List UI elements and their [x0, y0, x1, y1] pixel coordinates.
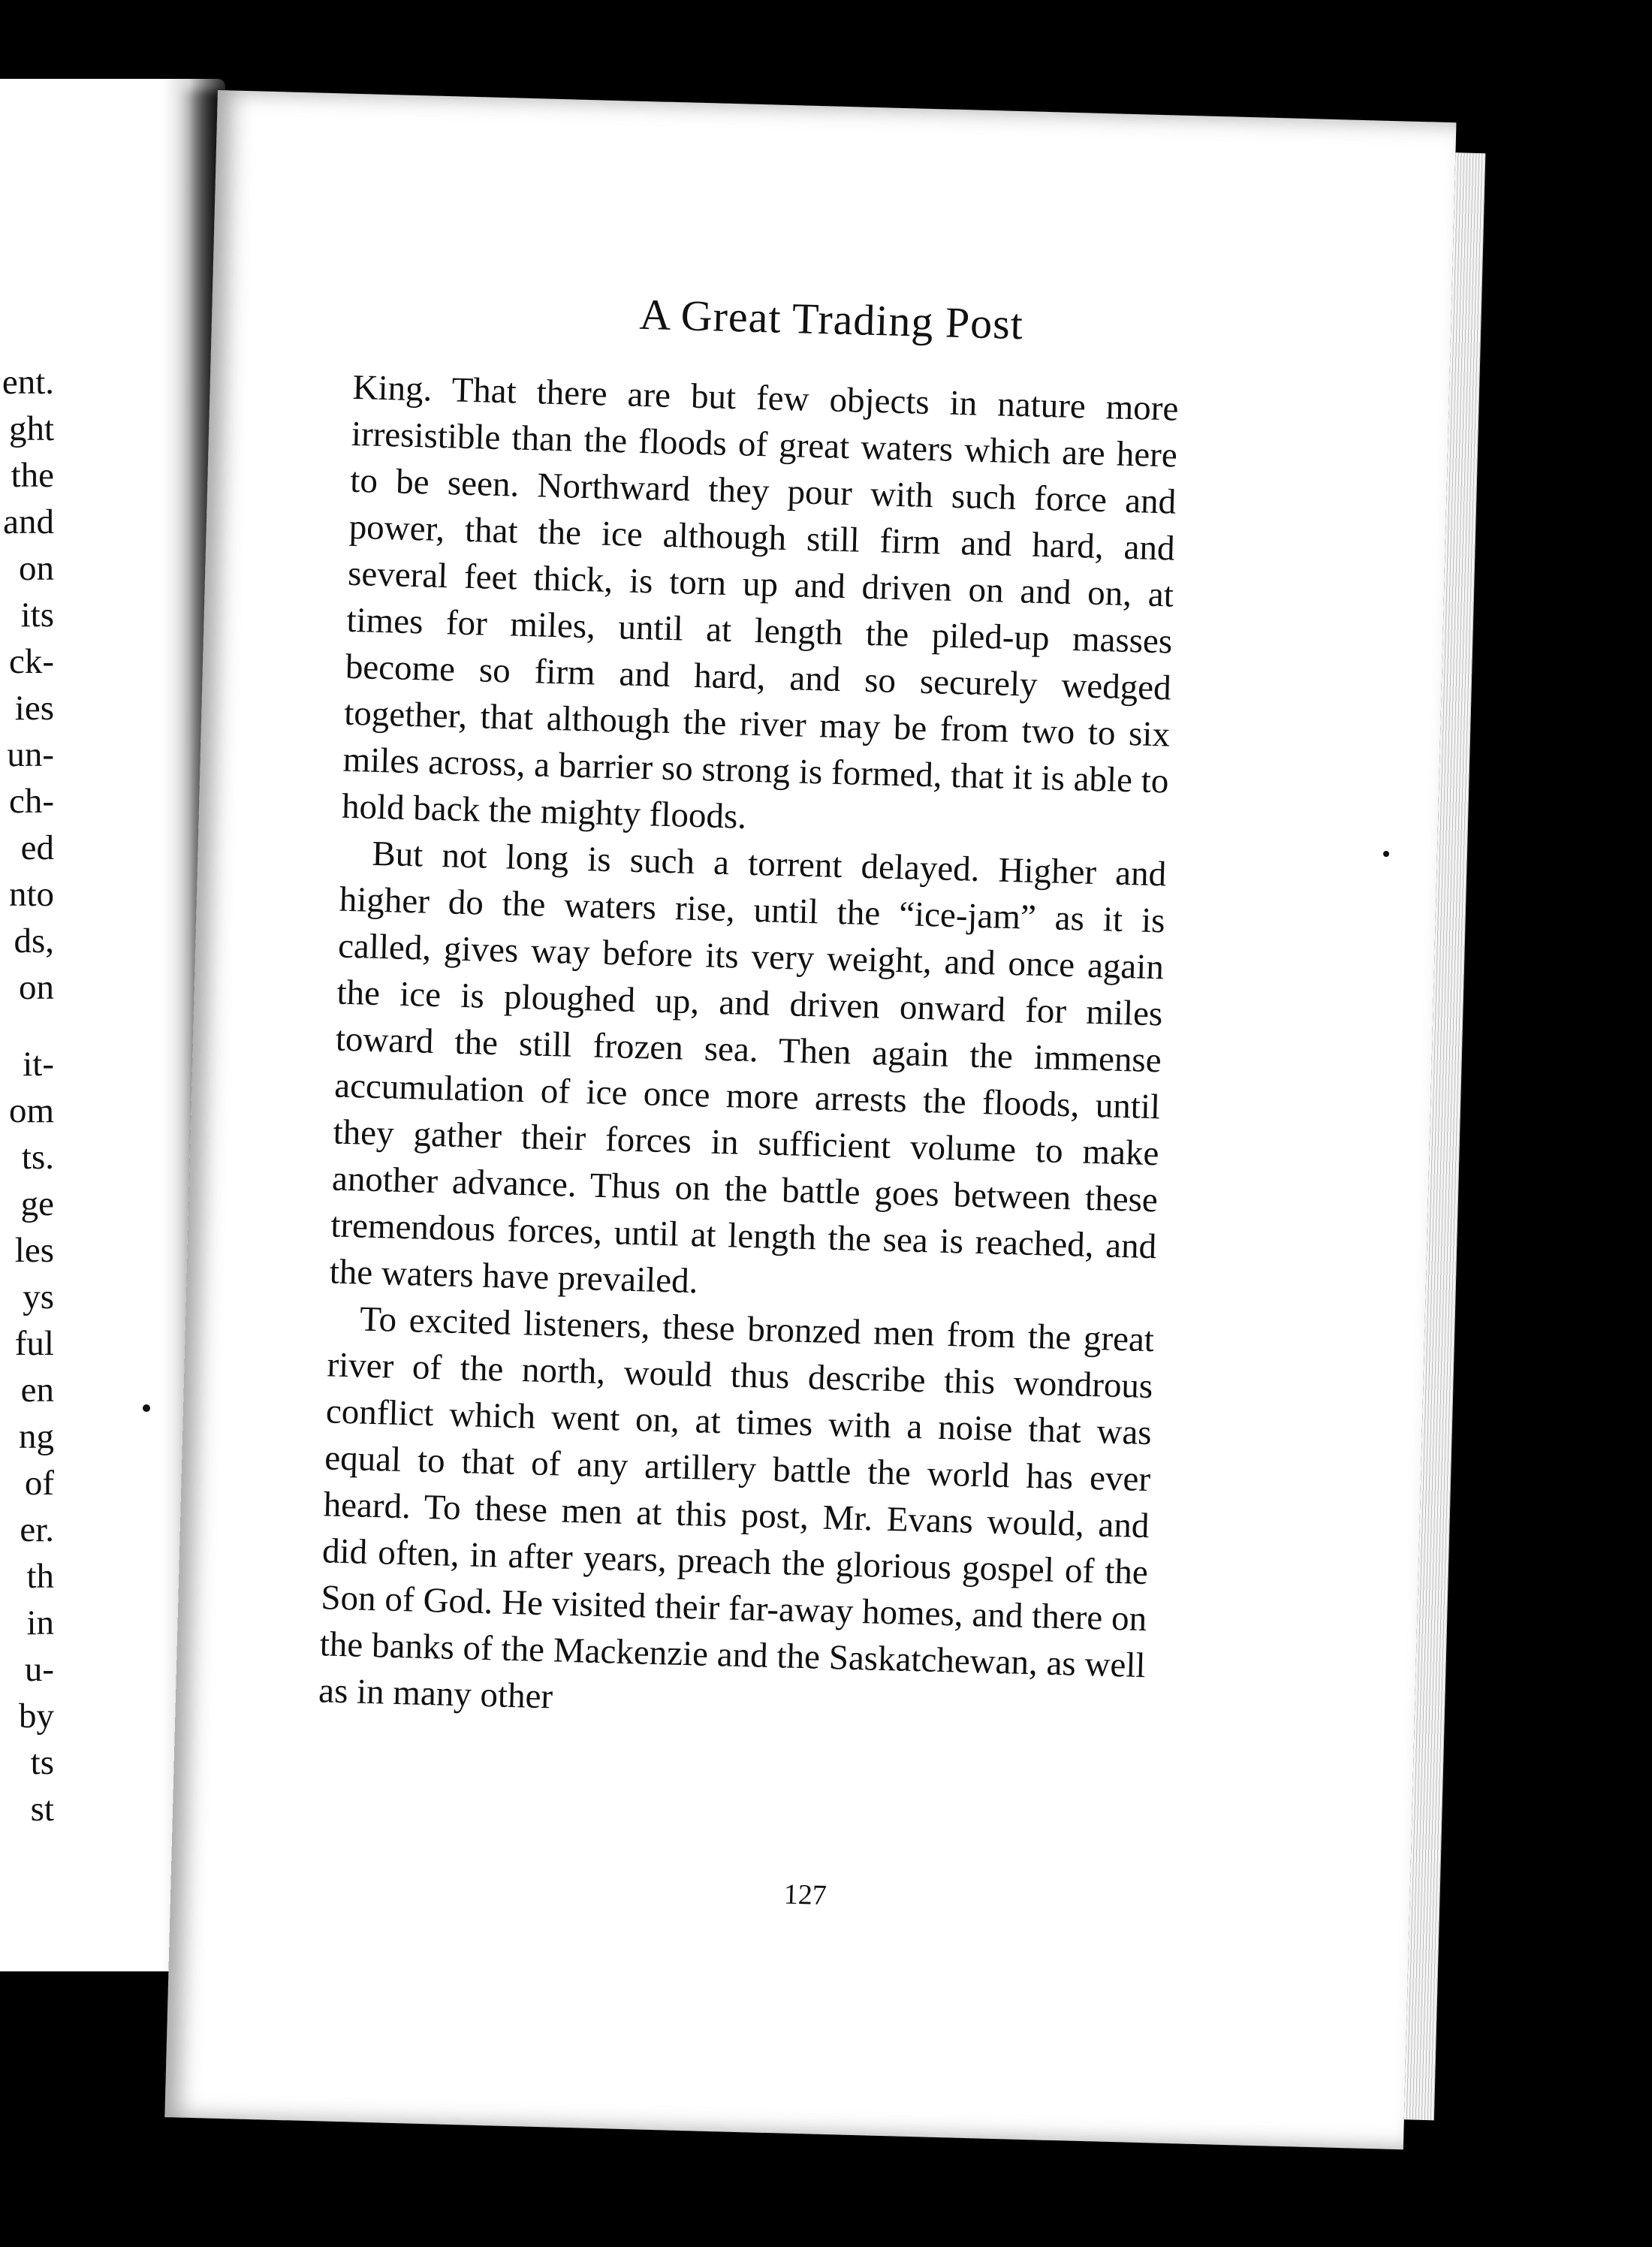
dust-speck: [143, 1404, 150, 1412]
left-fragment-line: ds,: [14, 921, 54, 961]
left-fragment-line: ful: [14, 1324, 54, 1363]
left-fragment-line: ent.: [2, 363, 54, 402]
left-fragment-line: ng: [19, 1417, 54, 1456]
left-fragment-line: nto: [8, 875, 54, 914]
left-fragment-line: its: [20, 596, 54, 635]
paragraph-1: King. That there are but few objects in nature more irresistible than the floods of great waters which are here to be seen. Northward they pour with such force and power, that the ice although still firm and hard, and several feet thick, is torn up and driven on and on, at times for miles, until at length the piled-up masses become so firm and hard, and so securely wedged together, that although the river may be from two to six miles across, a barrier so strong is formed, that it is able to hold back the mighty floods.: [341, 367, 1180, 837]
right-page: [164, 90, 1456, 2149]
paragraph-2: But not long is such a torrent delayed. Higher and higher do the waters rise, until the “ice-jam” as it is called, gives way before its very weight, and once again the ice is ploughed up, and driven onward for miles toward the still frozen sea. Then again the immense accumulation of ice once more arrests the floods, until they gather their forces in sufficient volume to make another advance. Thus on the battle goes between these tremendous forces, until at length the sea is reached, and the waters have prevailed.: [329, 834, 1167, 1301]
left-fragment-line: by: [19, 1697, 54, 1736]
left-fragment-line: in: [26, 1603, 54, 1642]
paragraph-3: To excited listeners, these bronzed men from the great river of the north, would thus describe this wondrous conflict which went on, at times with a noise that was equal to that of any artillery battle the world has ever heard. To these men at this post, Mr. Evans would, and did often, in after years, preach the glorious gospel of the Son of God. He visited their far-away homes, and there on the banks of the Mackenzie and the Saskatchewan, as well as in many other: [318, 1299, 1155, 1717]
page-number: 127: [783, 1878, 828, 1912]
left-fragment-line: and: [3, 502, 54, 541]
dust-speck: [1383, 851, 1389, 857]
left-fragment-line: ge: [20, 1184, 54, 1223]
left-fragment-line: ies: [14, 689, 54, 728]
left-fragment-line: the: [11, 456, 54, 495]
page-edges: [1404, 152, 1486, 2120]
left-fragment-line: on: [19, 968, 54, 1007]
left-fragment-line: er.: [20, 1510, 54, 1549]
left-fragment-line: u-: [24, 1650, 54, 1689]
left-fragment-line: on: [19, 549, 54, 588]
left-fragment-line: it-: [23, 1045, 54, 1084]
left-fragment-line: en: [20, 1371, 54, 1410]
body-text: [318, 364, 1179, 1736]
left-fragment-line: st: [30, 1790, 54, 1829]
left-fragment-line: ck-: [8, 642, 54, 681]
left-fragment-line: ght: [8, 409, 54, 448]
left-fragment-line: ch-: [8, 782, 54, 821]
left-fragment-line: ed: [20, 828, 54, 867]
left-fragment-line: of: [24, 1464, 54, 1503]
left-fragment-line: ts.: [21, 1138, 54, 1177]
left-fragment-line: ys: [23, 1277, 54, 1317]
left-page-text-fragments: [0, 359, 54, 1832]
left-fragment-line: th: [26, 1557, 54, 1596]
left-fragment-line: om: [8, 1091, 54, 1130]
left-fragment-line: un-: [7, 735, 54, 774]
left-fragment-line: ts: [30, 1743, 54, 1782]
left-fragment-line: les: [14, 1231, 54, 1270]
running-head: A Great Trading Post: [638, 289, 1024, 349]
left-fragment-line: [0, 1011, 54, 1041]
